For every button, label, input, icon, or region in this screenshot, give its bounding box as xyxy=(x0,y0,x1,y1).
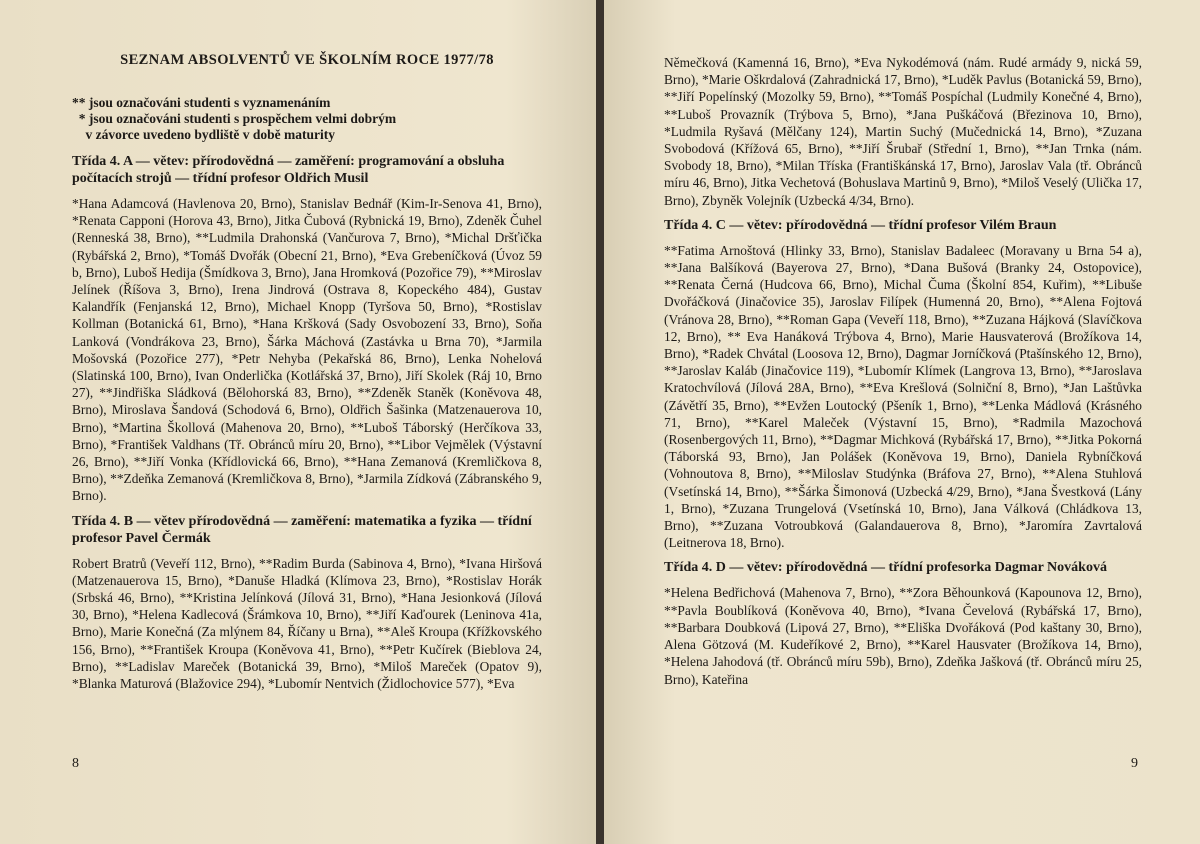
student-list-4a: *Hana Adamcová (Havlenova 20, Brno), Stanislav Bednář (Kim-Ir-Senova 41, Brno), *Renata Capponi (Horova 43, Brno), Jitka Čubová (Rybnická 19, Brno), Zdeněk Čuhel (Renneská 38, Brno), **Ludmila Drahonská (Vančurova 7, Brno), *Michal Dršťička (Rybářská 2, Brno), *Tomáš Dvořák (Obecní 21, Brno), *Eva Grebeníčková (Úvoz 59 b, Brno), Luboš Hedija (Šmídkova 3, Brno), Jana Hromková (Pozořice 79), **Miroslav Jelínek (Říšova 3, Brno), Irena Jindrová (Ostrava 8, Kopeckého 484), Gustav Kalandřík (Fenjanská 12, Brno), Michael Knopp (Tyršova 50, Brno), *Rostislav Kollman (Botanická 61, Brno), *Hana Kršková (Sady Osvobození 33, Brno), Soňa Lanková (Vondrákova 23, Brno), Šárka Máchová (Zastávka u Brna 70), *Jarmila Mošovská (Pozořice 277), *Petr Nehyba (Pekařská 86, Brno), Lenka Nohelová (Slatinská 100, Brno), Ivan Onderlička (Kotlářská 37, Brno), Jiří Skolek (Ráj 10, Brno 27), **Jindřiška Sládková (Bělohorská 83, Brno), **Zdeněk Staněk (Koněvova 48, Brno), Miroslava Šandová (Schodová 6, Brno), Oldřich Šašinka (Matzenauerova 10, Brno), *Martina Škollová (Mahenova 20, Brno), **Luboš Táborský (Herčíkova 33, Brno), *František Valdhans (Tř. Obránců míru 20, Brno), **Libor Vejmělek (Výstavní 26, Brno), **Jiří Vonka (Křídlovická 66, Brno), **Hana Zemanová (Kremličkova 8, Brno), **Zdeňka Zemanová (Kremličkova 8, Brno), *Jarmila Zídková (Zábranského 9, Brno). xyxy=(72,196,542,504)
left-page-content xyxy=(72,44,542,700)
section-heading-4a: Třída 4. A — větev: přírodovědná — zaměření: programování a obsluha počítacích strojů — třídní profesor Oldřich Musil xyxy=(72,154,505,186)
right-page-content xyxy=(664,54,1142,696)
right-page xyxy=(604,0,1200,844)
book-gutter xyxy=(596,0,604,844)
student-list-4d-part1: *Helena Bedřichová (Mahenova 7, Brno), **Zora Běhounková (Kapounova 12, Brno), **Pavla Boublíková (Koněvova 40, Brno), *Ivana Čevelová (Rybářská 17, Brno), **Barbara Doubková (Lipová 27, Brno), **Eliška Dvořáková (Pod kaštany 30, Brno), Alena Götzová (M. Kudeříkové 2, Brno), **Karel Hausvater (Brožíkova 14, Brno), *Helena Jahodová (tř. Obránců míru 59b), Brno), Zdeňka Jašková (tř. Obránců míru 25, Brno), Kateřina xyxy=(664,585,1142,687)
section-heading-4d: Třída 4. D — větev: přírodovědná — třídní profesorka Dagmar Nováková xyxy=(664,560,1107,576)
legend-line-honors: ** jsou označováni studenti s vyznamenáním xyxy=(72,95,331,110)
document-title: SEZNAM ABSOLVENTŮ VE ŠKOLNÍM ROCE 1977/78 xyxy=(120,52,494,68)
student-list-4c: **Fatima Arnoštová (Hlinky 33, Brno), Stanislav Badaleec (Moravany u Brna 54 a), **Jana Balšíková (Bayerova 27, Brno), *Dana Bušová (Branky 24, Ostopovice), **Renata Černá (Hudcova 66, Brno), Michal Čuma (Školní 854, Kuřim), **Libuše Dvořáčková (Jinačovice 35), Jaroslav Filípek (Humenná 20, Brno), **Alena Fojtová (Vránova 28, Brno), **Roman Gapa (Veveří 118, Brno), **Zuzana Hájková (Slavíčkova 12, Brno), ** Eva Hanáková Trýbova 4, Brno), Marie Hausvaterová (Brožíkova 14, Brno), *Radek Chvátal (Loosova 12, Brno), Dagmar Jorníčková (Ptašínského 12, Brno), **Jaroslav Kaláb (Jinačovice 119), *Lubomír Klímek (Langrova 13, Brno), **Jaroslava Kratochvílová (Jílová 28A, Brno), **Eva Krešlová (Solniční 8, Brno), *Jan Laštůvka (Závětří 35, Brno), **Evžen Loutocký (Pšeník 1, Brno), **Lenka Mádlová (Krásného 71, Brno), **Karel Maleček (Výstavní 15, Brno), *Radmila Mazochová (Rosenbergových 11, Brno), **Dagmar Michková (Rybářská 17, Brno), **Jitka Pokorná (Táborská 93, Brno), Jan Polášek (Koněvova 19, Brno), Daniela Rybníčková (Vohnoutova 8, Brno), **Miloslav Studýnka (Bráfova 27, Brno), **Alena Stuhlová (Vsetínská 14, Brno), **Šárka Šimonová (Uzbecká 4/29, Brno), *Jana Švestková (Lány 1, Brno), *Zuzana Trungelová (Vsetínská 10, Brno), Jana Válková (Chládkova 13, Brno), **Zuzana Votroubková (Galandauerova 8, Brno), *Jaromíra Zavrtalová (Leitnerova 18, Brno). xyxy=(664,242,1142,551)
section-heading-4b: Třída 4. B — větev přírodovědná — zaměření: matematika a fyzika — třídní profesor Pavel Čermák xyxy=(72,513,532,546)
legend-line-residence: v závorce uvedeno bydliště v době maturity xyxy=(72,127,335,142)
student-list-4b-part1: Robert Bratrů (Veveří 112, Brno), **Radim Burda (Sabinova 4, Brno), *Ivana Hiršová (Matzenauerova 15, Brno), *Danuše Hladká (Klímova 23, Brno), *Rostislav Horák (Srbská 46, Brno), **Kristina Jelínková (Jílová 31, Brno), *Hana Jesionková (Jílová 30, Brno), *Helena Kadlecová (Šrámkova 10, Brno), **Jiří Kaďourek (Leninova 41a, Brno), Marie Konečná (Za mlýnem 84, Říčany u Brna), **Aleš Kroupa (Křížkovského 156, Brno), **František Kroupa (Koněvova 41, Brno), **Petr Kučírek (Bieblova 24, Brno), **Ladislav Mareček (Botanická 39, Brno), *Miloš Mareček (Opatov 9), *Blanka Maturová (Blažovice 294), *Lubomír Nentvich (Židlochovice 577), *Eva xyxy=(72,555,542,692)
page-number-left: 8 xyxy=(72,756,79,771)
student-list-4b-part2: Němečková (Kamenná 16, Brno), *Eva Nykodémová (nám. Rudé armády 9, nická 59, Brno), *Marie Oškrdalová (Zahradnická 17, Brno), *Luděk Pavlus (Botanická 59, Brno), **Jiří Popelínský (Mozolky 59, Brno), **Tomáš Pospíchal (Ludmily Konečné 4, Brno), **Luboš Provazník (Trýbova 5, Brno), *Jana Puškáčová (Březinova 10, Brno), *Ludmila Ryšavá (Mělčany 124), Martin Suchý (Mučednická 14, Brno), *Zuzana Svobodová (Křížová 65, Brno), **Jiří Šrubař (Střední 1, Brno), **Jan Trnka (nám. Svobody 18, Brno), *Milan Tříska (Františkánská 17, Brno), Jaroslav Vala (tř. Obránců míru 46, Brno), Jitka Vechetová (Bohuslava Martinů 9, Brno), *Miloš Veselý (Ulička 17, Brno), Zbyněk Volejník (Uzbecká 4/34, Brno). xyxy=(664,55,1142,208)
legend xyxy=(72,95,542,143)
left-page xyxy=(0,0,596,844)
page-number-right: 9 xyxy=(1131,756,1138,771)
section-heading-4c: Třída 4. C — větev: přírodovědná — třídní profesor Vilém Braun xyxy=(664,217,1057,233)
legend-line-very-good: * jsou označováni studenti s prospěchem velmi dobrým xyxy=(72,111,397,126)
